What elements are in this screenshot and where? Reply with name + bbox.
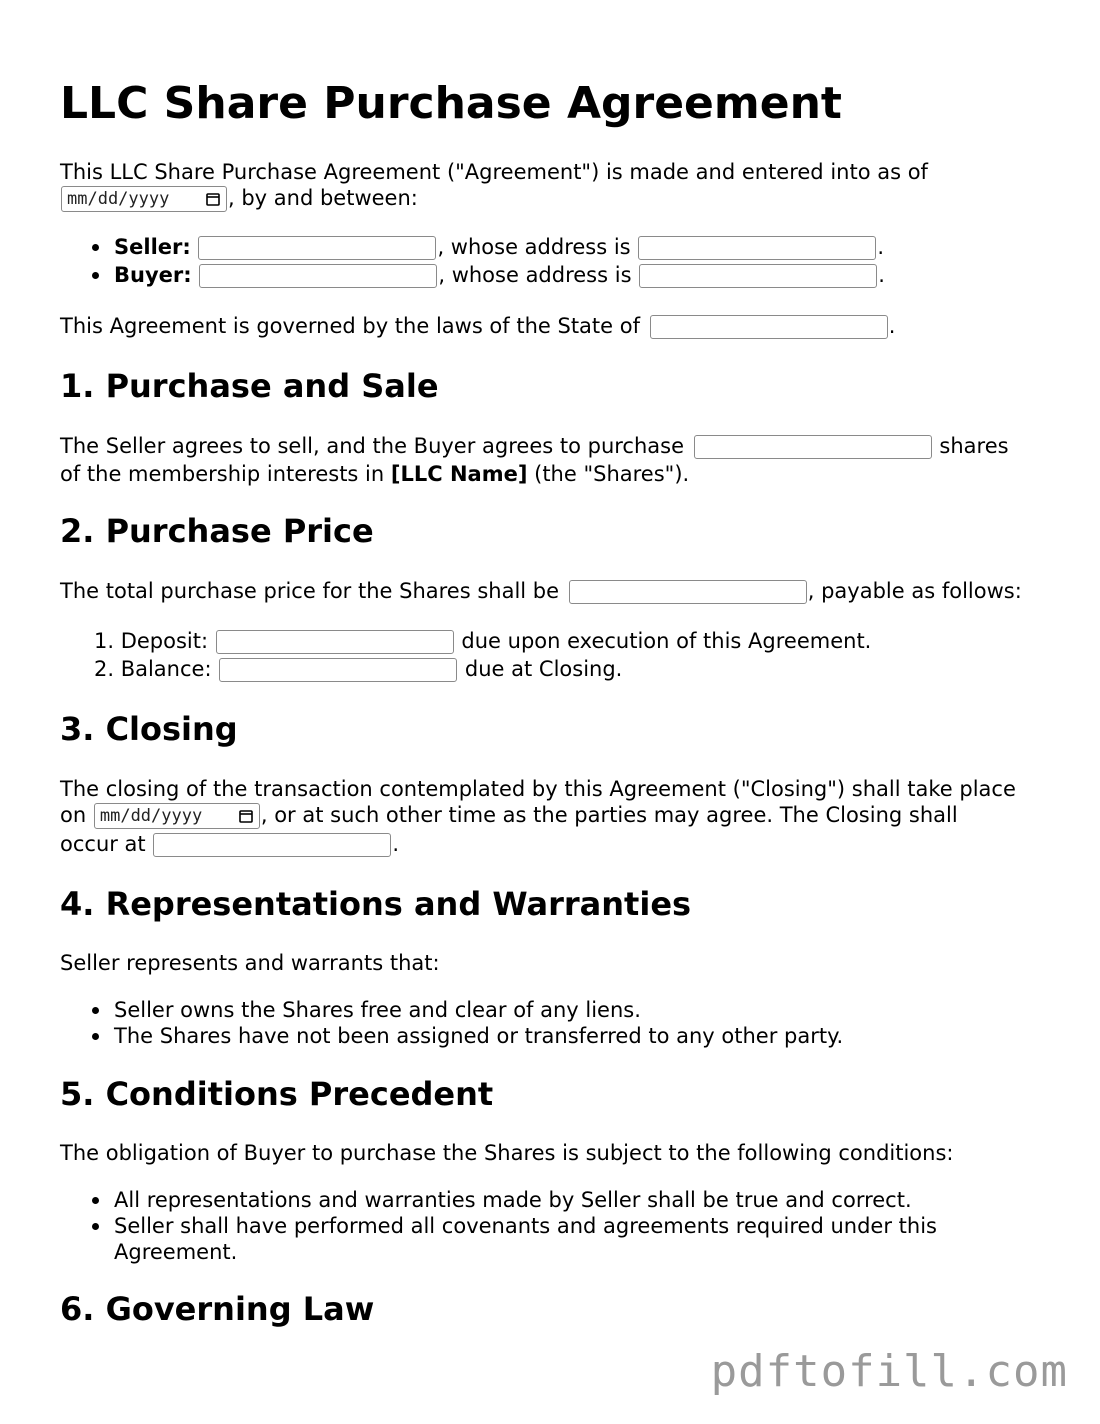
section-2-paragraph: The total purchase price for the Shares shall be , payable as follows: [60,579,1022,603]
seller-name-field[interactable] [198,236,436,260]
list-item: The Shares have not been assigned or transferred to any other party. [60,1023,1040,1049]
intro-text: This LLC Share Purchase Agreement ("Agreement") is made and entered into as of [60,160,928,184]
list-item: Seller: , whose address is . [60,234,1040,262]
payment-list [60,628,1040,684]
buyer-name-field[interactable] [199,264,437,288]
list-item: Seller shall have performed all covenants and agreements required under this Agreement. [60,1213,970,1265]
closing-location-field[interactable] [153,833,391,857]
section-1-paragraph: The Seller agrees to sell, and the Buyer agrees to purchase shares of the membership interests in [LLC Name] (the "Shares"). [60,434,1009,486]
calendar-icon [206,192,220,206]
governed-paragraph: This Agreement is governed by the laws of the State of . [60,314,896,338]
seller-address-field[interactable] [638,236,876,260]
section-1-heading: 1. Purchase and Sale [60,367,439,405]
watermark: pdftofill.com [710,1346,1068,1397]
section-4-intro: Seller represents and warrants that: [60,951,440,975]
conditions-list [60,1187,970,1265]
intro-paragraph: This LLC Share Purchase Agreement ("Agreement") is made and entered into as of mm/dd/yyyy , by and between: [60,160,928,210]
balance-field[interactable] [219,658,457,682]
section-2-heading: 2. Purchase Price [60,512,374,550]
section-6-heading: 6. Governing Law [60,1290,375,1328]
section-5-intro: The obligation of Buyer to purchase the Shares is subject to the following conditions: [60,1141,954,1165]
warranties-list [60,997,1040,1049]
agreement-date-input[interactable]: mm/dd/yyyy [61,186,227,212]
llc-name-placeholder: [LLC Name] [390,462,528,486]
calendar-icon [239,809,253,823]
section-5-heading: 5. Conditions Precedent [60,1075,494,1113]
section-3-heading: 3. Closing [60,710,238,748]
list-item: 2. Balance: due at Closing. [93,657,623,681]
parties-list [60,234,1040,290]
list-item: 1. Deposit: due upon execution of this Agreement. [93,629,872,653]
list-item: Seller owns the Shares free and clear of any liens. [60,997,1040,1023]
shares-quantity-field[interactable] [694,435,932,459]
governing-state-field[interactable] [650,315,888,339]
section-3-paragraph: The closing of the transaction contemplated by this Agreement ("Closing") shall take place on mm/dd/yyyy , or at such other time as the parties may agree. The Closing shall occur at . [60,777,1016,856]
list-item: Buyer: , whose address is . [60,262,1040,290]
purchase-price-field[interactable] [569,580,807,604]
buyer-address-field[interactable] [639,264,877,288]
page-title: LLC Share Purchase Agreement [60,78,842,129]
list-item: All representations and warranties made by Seller shall be true and correct. [60,1187,970,1213]
deposit-field[interactable] [216,630,454,654]
section-4-heading: 4. Representations and Warranties [60,885,692,923]
closing-date-input[interactable]: mm/dd/yyyy [94,803,260,829]
